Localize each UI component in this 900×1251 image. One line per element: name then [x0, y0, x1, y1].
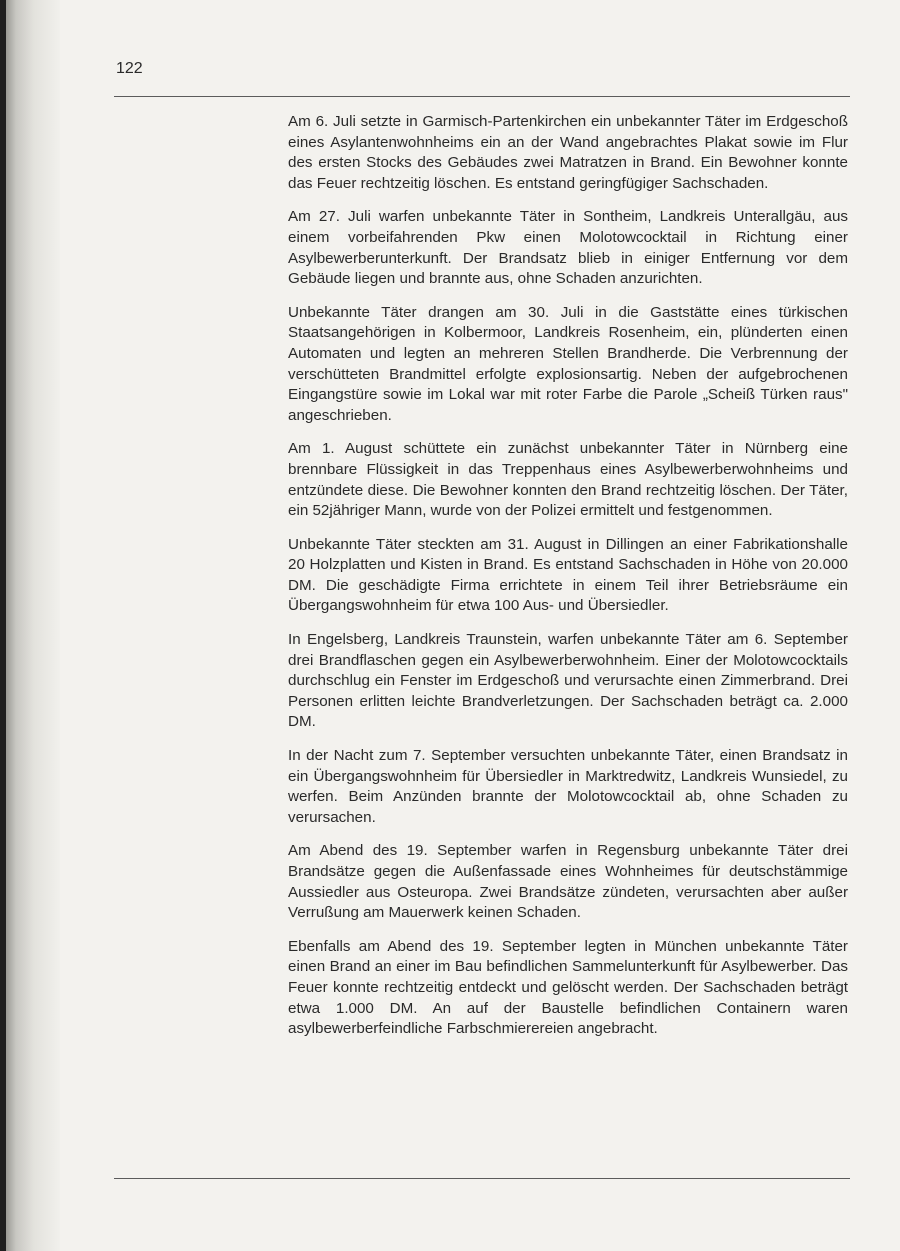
footer-rule — [114, 1178, 850, 1179]
paragraph-engelsberg: In Engelsberg, Landkreis Traunstein, warfen unbekannte Täter am 6. September drei Brandflaschen gegen ein Asylbewerberwohnheim. Einer der Molotowcocktails durchschlug ein Fenster im Erdgeschoß und verursachte einen Zimmerbrand. Drei Personen erlitten leichte Brandverletzungen. Der Sachschaden beträgt ca. 2.000 DM. — [288, 631, 848, 731]
page-number: 122 — [116, 60, 143, 77]
paragraph-sontheim: Am 27. Juli warfen unbekannte Täter in Sontheim, Landkreis Unterallgäu, aus einem vorbeifahrenden Pkw einen Molotowcocktail in Richtung einer Asylbewerberunterkunft. Der Brandsatz blieb in einiger Entfernung vor dem Gebäude liegen und brannte aus, ohne Schaden anzurichten. — [288, 208, 848, 288]
paragraph-kolbermoor: Unbekannte Täter drangen am 30. Juli in die Gaststätte eines türkischen Staatsangehörigen in Kolbermoor, Landkreis Rosenheim, ein, plünderten einen Automaten und legten an mehreren Stellen Brandherde. Die Verbrennung der verschütteten Brandmittel erfolgte explosionsartig. Neben der aufgebrochenen Eingangstüre sowie im Lokal war mit roter Farbe die Parole „Scheiß Türken raus" angeschrieben. — [288, 303, 848, 424]
page-content — [288, 112, 848, 1053]
paragraph-regensburg: Am Abend des 19. September warfen in Regensburg unbekannte Täter drei Brandsätze gegen die Außenfassade eines Wohnheimes für deutschstämmige Aussiedler aus Osteuropa. Zwei Brandsätze zündeten, verursachten aber außer Verrußung am Mauerwerk keinen Schaden. — [288, 842, 848, 922]
header-rule — [114, 96, 850, 97]
paragraph-muenchen: Ebenfalls am Abend des 19. September legten in München unbekannte Täter einen Brand an einer im Bau befindlichen Sammelunterkunft für Asylbewerber. Das Feuer konnte rechtzeitig entdeckt und gelöscht werden. Der Sachschaden beträgt etwa 1.000 DM. An auf der Baustelle befindlichen Containern waren asylbewerberfeindliche Farbschmierereien angebracht. — [288, 937, 848, 1038]
paragraph-marktredwitz: In der Nacht zum 7. September versuchten unbekannte Täter, einen Brandsatz in ein Übergangswohnheim für Übersiedler in Marktredwitz, Landkreis Wunsiedel, zu werfen. Beim Anzünden brannte der Molotowcocktail ab, ohne Schaden zu verursachen. — [288, 747, 848, 826]
book-spine-shadow — [0, 0, 60, 1251]
book-spine-edge — [0, 0, 6, 1251]
paragraph-garmisch: Am 6. Juli setzte in Garmisch-Partenkirchen ein unbekannter Täter im Erdgeschoß eines Asylantenwohnheims ein an der Wand angebrachtes Plakat sowie im Flur des ersten Stocks des Gebäudes zwei Matratzen in Brand. Ein Bewohner konnte das Feuer rechtzeitig löschen. Es entstand geringfügiger Sachschaden. — [288, 113, 848, 192]
paragraph-nuernberg: Am 1. August schüttete ein zunächst unbekannter Täter in Nürnberg eine brennbare Flüssigkeit in das Treppenhaus eines Asylbewerberwohnheims und entzündete diese. Die Bewohner konnten den Brand rechtzeitig löschen. Der Täter, ein 52jähriger Mann, wurde von der Polizei ermittelt und festgenommen. — [288, 440, 848, 520]
paragraph-dillingen: Unbekannte Täter steckten am 31. August in Dillingen an einer Fabrikationshalle 20 Holzplatten und Kisten in Brand. Es entstand Sachschaden in Höhe von 20.000 DM. Die geschädigte Firma errichtete in einem Teil ihrer Betriebsräume ein Übergangswohnheim für etwa 100 Aus- und Übersiedler. — [288, 535, 848, 615]
